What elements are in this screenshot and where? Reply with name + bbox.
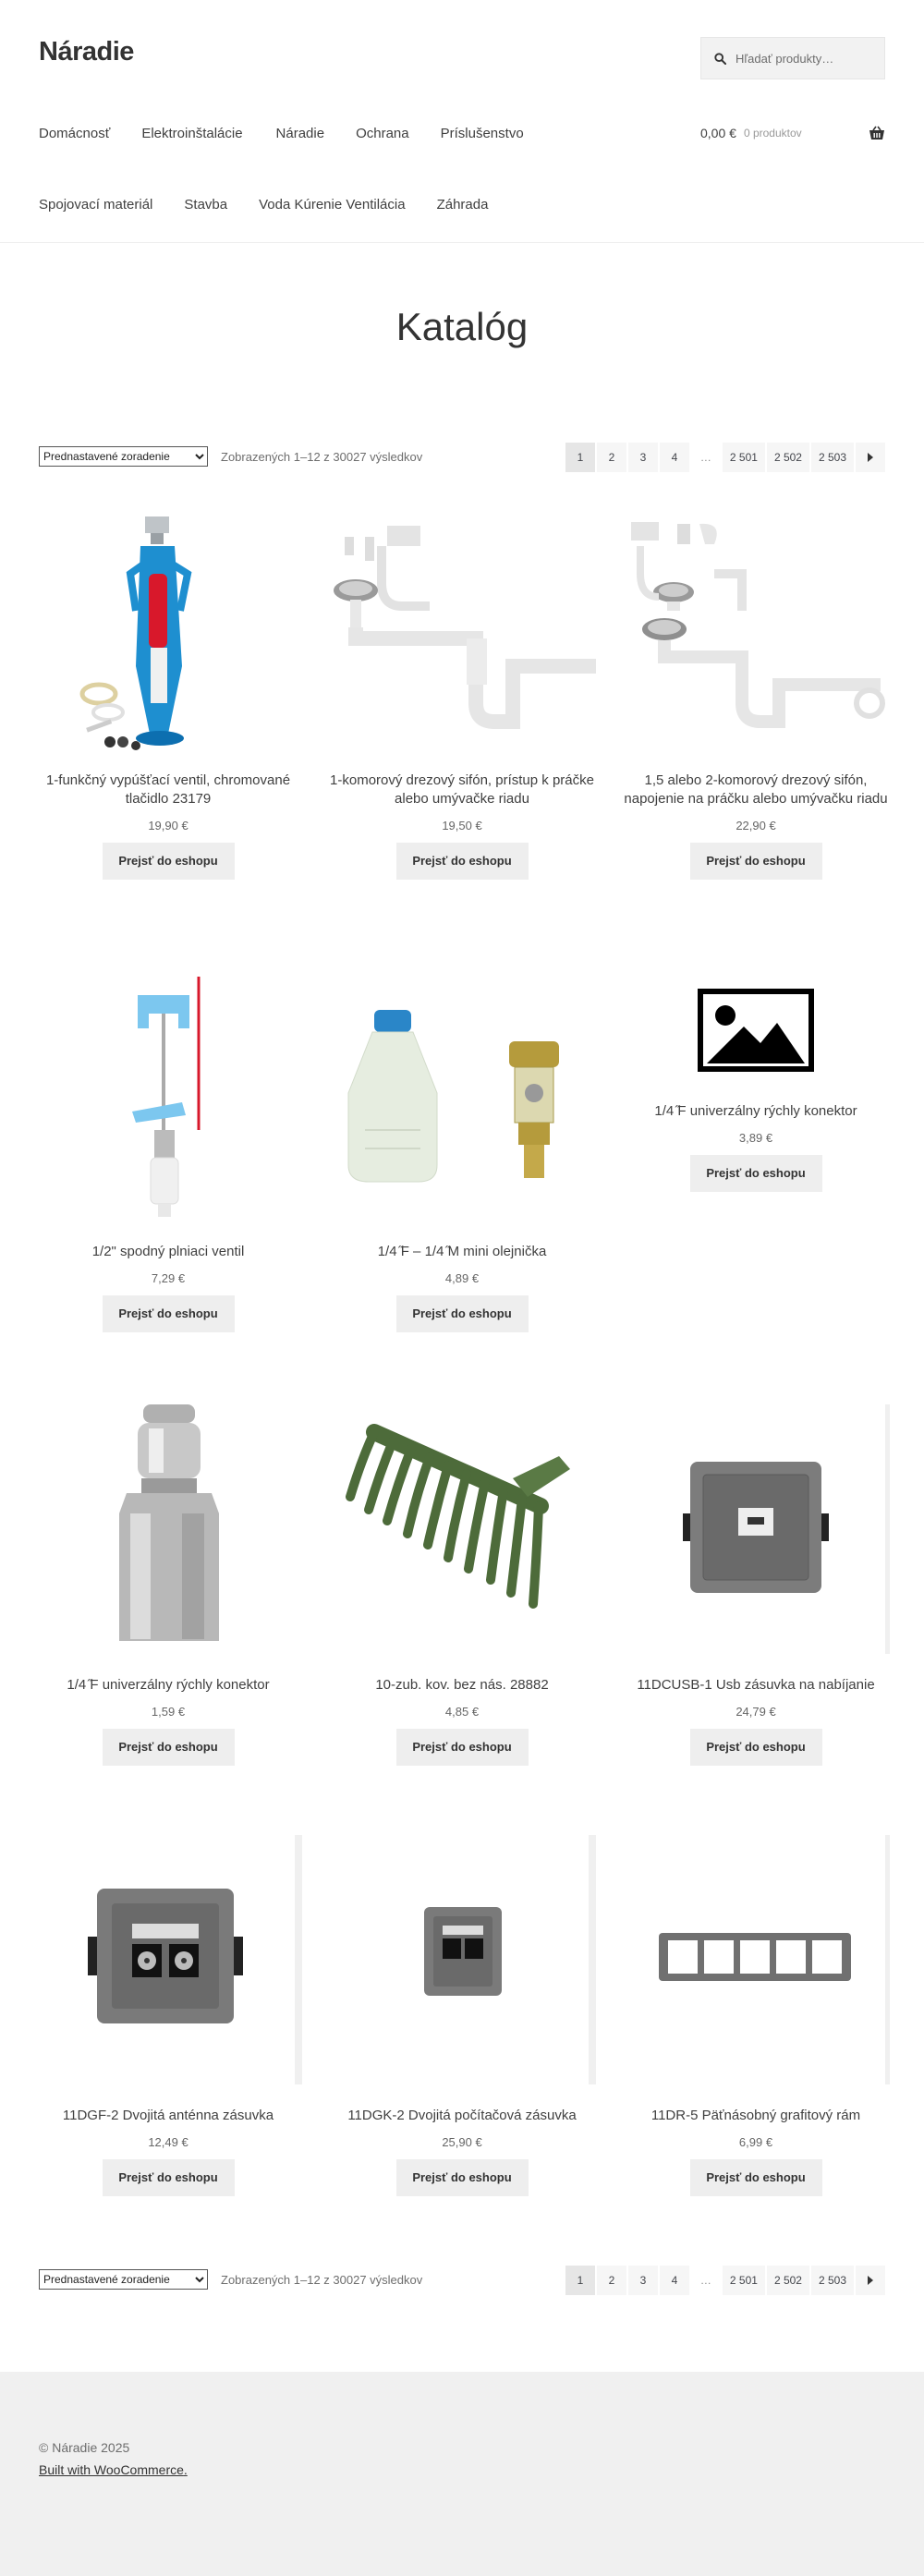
shop-button[interactable]: Prejsť do eshopu bbox=[396, 843, 529, 880]
product-image[interactable] bbox=[34, 509, 302, 759]
nav-item-spojovaci-material[interactable]: Spojovací materiál bbox=[39, 197, 153, 213]
shop-button[interactable]: Prejsť do eshopu bbox=[690, 1729, 822, 1766]
shop-button[interactable]: Prejsť do eshopu bbox=[396, 2159, 529, 2196]
page-link[interactable]: 1 bbox=[565, 2266, 595, 2295]
site-title[interactable]: Náradie bbox=[39, 37, 134, 67]
nav-item-naradie[interactable]: Náradie bbox=[275, 126, 325, 141]
footer-credit bbox=[39, 2462, 188, 2477]
product-image[interactable] bbox=[34, 1404, 302, 1654]
product-card bbox=[34, 509, 302, 880]
cart-link[interactable] bbox=[700, 126, 885, 140]
nav-item-prislusenstvo[interactable]: Príslušenstvo bbox=[440, 126, 524, 141]
product-title[interactable]: 1/4 ̋F univerzálny rýchly konektor bbox=[654, 1103, 857, 1119]
nav-item-stavba[interactable]: Stavba bbox=[184, 197, 228, 213]
product-title[interactable]: 1/4 ̋F – 1/4 ̋M mini olejnička bbox=[377, 1244, 547, 1259]
page-link[interactable]: 2 501 bbox=[723, 443, 765, 472]
shop-button[interactable]: Prejsť do eshopu bbox=[396, 1295, 529, 1332]
sorting-bar-top bbox=[39, 443, 885, 470]
product-title[interactable]: 1-komorový drezový sifón, prístup k práčke alebo umývačke riadu bbox=[330, 772, 594, 807]
product-image[interactable] bbox=[328, 1404, 596, 1654]
cart-amount: 0,00 € bbox=[700, 126, 736, 140]
product-title[interactable]: 1/2" spodný plniaci ventil bbox=[91, 1244, 245, 1259]
antenna-socket-image bbox=[34, 1835, 302, 2084]
product-card bbox=[34, 973, 302, 1332]
product-image[interactable] bbox=[622, 1835, 890, 2084]
cart-count: 0 produktov bbox=[743, 127, 802, 140]
product-price: 12,49 € bbox=[148, 2135, 188, 2149]
product-title[interactable]: 10-zub. kov. bez nás. 28882 bbox=[375, 1677, 549, 1693]
page-link[interactable]: 4 bbox=[660, 443, 689, 472]
nav-item-elektroinstalacie[interactable]: Elektroinštalácie bbox=[141, 126, 243, 141]
double-sink-siphon-image bbox=[622, 509, 890, 759]
page-link[interactable]: 2 502 bbox=[767, 2266, 809, 2295]
nav-item-ochrana[interactable]: Ochrana bbox=[356, 126, 409, 141]
product-search[interactable] bbox=[700, 37, 885, 79]
fill-valve-image bbox=[34, 973, 302, 1222]
product-price: 7,29 € bbox=[151, 1271, 186, 1285]
product-title[interactable]: 11DGK-2 Dvojitá počítačová zásuvka bbox=[347, 2108, 577, 2123]
woocommerce-link[interactable]: Built with WooCommerce bbox=[39, 2462, 184, 2477]
product-image[interactable] bbox=[34, 1835, 302, 2084]
product-price: 4,85 € bbox=[444, 1705, 480, 1719]
site-footer bbox=[0, 2372, 924, 2576]
page-title: Katalóg bbox=[395, 305, 529, 348]
product-image[interactable] bbox=[328, 1835, 596, 2084]
primary-nav-row-2 bbox=[39, 197, 519, 213]
shop-button[interactable]: Prejsť do eshopu bbox=[103, 843, 235, 880]
page-link[interactable]: 2 bbox=[597, 443, 626, 472]
product-title[interactable]: 11DGF-2 Dvojitá anténna zásuvka bbox=[62, 2108, 274, 2123]
usb-socket-image bbox=[622, 1404, 890, 1654]
result-count: Zobrazených 1–12 z 30027 výsledkov bbox=[221, 2272, 423, 2287]
pagination bbox=[564, 443, 885, 472]
product-image[interactable] bbox=[328, 509, 596, 759]
shop-button[interactable]: Prejsť do eshopu bbox=[103, 1295, 235, 1332]
product-title[interactable]: 11DR-5 Päťnásobný grafitový rám bbox=[650, 2108, 861, 2123]
shop-button[interactable]: Prejsť do eshopu bbox=[103, 2159, 235, 2196]
page-link[interactable]: 2 503 bbox=[811, 443, 854, 472]
orderby-select[interactable] bbox=[39, 2269, 208, 2290]
product-price: 24,79 € bbox=[736, 1705, 776, 1719]
page-ellipsis: … bbox=[691, 2266, 721, 2295]
page-link[interactable]: 2 501 bbox=[723, 2266, 765, 2295]
next-page-button[interactable] bbox=[856, 2266, 885, 2295]
page-link[interactable]: 3 bbox=[628, 2266, 658, 2295]
product-card bbox=[34, 1404, 302, 1766]
product-card bbox=[622, 509, 890, 880]
product-card bbox=[328, 509, 596, 880]
page-link[interactable]: 2 bbox=[597, 2266, 626, 2295]
product-title[interactable]: 11DCUSB-1 Usb zásuvka na nabíjanie bbox=[637, 1677, 875, 1693]
result-count: Zobrazených 1–12 z 30027 výsledkov bbox=[221, 449, 423, 464]
product-card bbox=[622, 1835, 890, 2196]
primary-nav-row-1 bbox=[39, 126, 555, 141]
product-title[interactable]: 1-funkčný vypúšťací ventil, chromované tlačidlo 23179 bbox=[45, 772, 291, 807]
arrow-right-icon bbox=[867, 2276, 874, 2285]
shop-button[interactable]: Prejsť do eshopu bbox=[396, 1729, 529, 1766]
page-ellipsis: … bbox=[691, 443, 721, 472]
product-card bbox=[34, 1835, 302, 2196]
rake-image bbox=[328, 1404, 596, 1654]
search-icon bbox=[714, 53, 726, 65]
page-link[interactable]: 2 502 bbox=[767, 443, 809, 472]
shop-button[interactable]: Prejsť do eshopu bbox=[690, 2159, 822, 2196]
nav-item-domacnost[interactable]: Domácnosť bbox=[39, 126, 111, 141]
footer-copyright: © Náradie 2025 bbox=[39, 2440, 130, 2455]
orderby-select[interactable] bbox=[39, 446, 208, 467]
product-price: 22,90 € bbox=[736, 819, 776, 832]
pagination bbox=[564, 2266, 885, 2295]
quick-connector-image bbox=[34, 1404, 302, 1654]
product-image[interactable] bbox=[34, 973, 302, 1222]
product-price: 19,50 € bbox=[442, 819, 482, 832]
shop-button[interactable]: Prejsť do eshopu bbox=[690, 843, 822, 880]
product-title[interactable]: 1,5 alebo 2-komorový drezový sifón, napojenie na práčku alebo umývačku riadu bbox=[624, 772, 888, 807]
shop-button[interactable]: Prejsť do eshopu bbox=[103, 1729, 235, 1766]
product-price: 4,89 € bbox=[444, 1271, 480, 1285]
shop-button[interactable]: Prejsť do eshopu bbox=[690, 1155, 822, 1192]
product-image[interactable] bbox=[622, 973, 890, 1096]
product-image[interactable] bbox=[622, 1404, 890, 1654]
product-card bbox=[328, 1404, 596, 1766]
sorting-bar-bottom bbox=[39, 2266, 885, 2293]
next-page-button[interactable] bbox=[856, 443, 885, 472]
basket-icon bbox=[869, 126, 885, 140]
page-link[interactable]: 3 bbox=[628, 443, 658, 472]
product-price: 6,99 € bbox=[738, 2135, 773, 2149]
product-image[interactable] bbox=[328, 973, 596, 1222]
mini-oiler-image bbox=[328, 973, 596, 1222]
product-image[interactable] bbox=[622, 509, 890, 759]
sink-siphon-image bbox=[328, 509, 596, 759]
page-link[interactable]: 2 503 bbox=[811, 2266, 854, 2295]
nav-item-zahrada[interactable]: Záhrada bbox=[436, 197, 489, 213]
quintuple-frame-image bbox=[622, 1835, 890, 2084]
image-placeholder-icon bbox=[622, 973, 890, 1096]
product-card bbox=[622, 1404, 890, 1766]
product-card bbox=[328, 1835, 596, 2196]
product-card bbox=[622, 973, 890, 1192]
computer-socket-image bbox=[328, 1835, 596, 2084]
footer-period: . bbox=[183, 2462, 188, 2477]
nav-item-voda-kurenie-ventilacia[interactable]: Voda Kúrenie Ventilácia bbox=[259, 197, 406, 213]
drain-valve-image bbox=[34, 509, 302, 759]
product-price: 3,89 € bbox=[738, 1131, 773, 1145]
search-input[interactable] bbox=[736, 52, 874, 66]
product-price: 1,59 € bbox=[151, 1705, 186, 1719]
page-link[interactable]: 4 bbox=[660, 2266, 689, 2295]
product-price: 19,90 € bbox=[148, 819, 188, 832]
page-link[interactable]: 1 bbox=[565, 443, 595, 472]
product-price: 25,90 € bbox=[442, 2135, 482, 2149]
arrow-right-icon bbox=[867, 453, 874, 462]
product-title[interactable]: 1/4 ̋F univerzálny rýchly konektor bbox=[67, 1677, 270, 1693]
product-card bbox=[328, 973, 596, 1332]
header-divider bbox=[0, 242, 924, 243]
